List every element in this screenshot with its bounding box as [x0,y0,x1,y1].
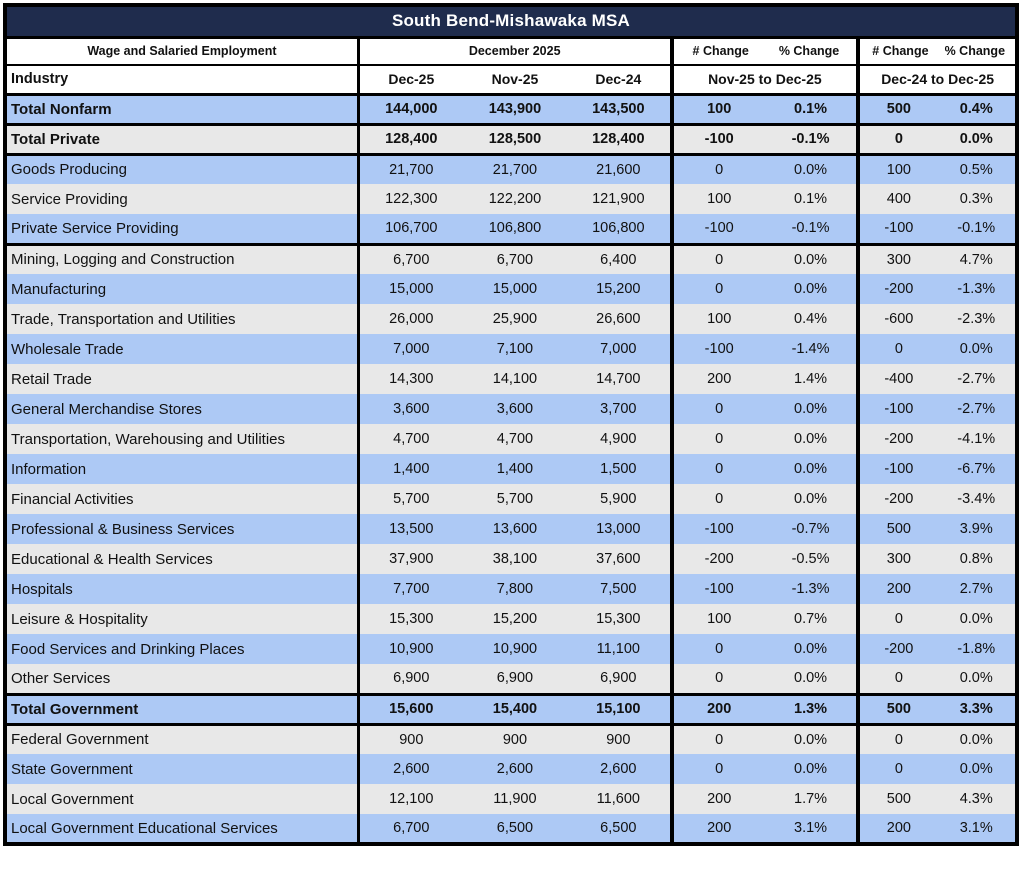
mom-pct-change-cell: 0.0% [765,634,858,664]
mom-num-change-cell: 0 [672,454,765,484]
yoy-num-change-cell: 500 [858,514,937,544]
dec25-value-cell: 144,000 [358,94,462,124]
yoy-num-change-cell: 300 [858,244,937,274]
industry-cell: Manufacturing [5,274,358,304]
nov25-value-cell: 15,200 [463,604,567,634]
industry-cell: Other Services [5,664,358,694]
mom-num-change-cell: 100 [672,94,765,124]
dec24-value-cell: 121,900 [567,184,671,214]
mom-pct-change-cell: 0.0% [765,454,858,484]
yoy-pct-change-cell: -2.3% [938,304,1018,334]
dec24-value-cell: 128,400 [567,124,671,154]
column-header-mom-change-group [672,37,859,65]
yoy-pct-change-cell: -1.8% [938,634,1018,664]
table-row [5,694,1017,724]
table-row [5,304,1017,334]
yoy-pct-change-cell: 0.0% [938,664,1018,694]
nov25-value-cell: 6,900 [463,664,567,694]
yoy-pct-change-cell: 4.7% [938,244,1018,274]
industry-cell: Total Government [5,694,358,724]
yoy-num-change-cell: 0 [858,334,937,364]
yoy-pct-change-cell: -3.4% [938,484,1018,514]
mom-num-change-cell: 0 [672,154,765,184]
yoy-pct-change-cell: 0.0% [938,334,1018,364]
table-row [5,664,1017,694]
table-row [5,454,1017,484]
yoy-pct-change-cell: -0.1% [938,214,1018,244]
dec24-value-cell: 6,400 [567,244,671,274]
nov25-value-cell: 4,700 [463,424,567,454]
industry-cell: Transportation, Warehousing and Utilities [5,424,358,454]
yoy-pct-change-cell: 2.7% [938,574,1018,604]
title-row [5,5,1017,37]
table-body [5,94,1017,844]
dec25-value-cell: 122,300 [358,184,462,214]
mom-pct-change-cell: -1.3% [765,574,858,604]
yoy-num-change-cell: -100 [858,214,937,244]
mom-pct-change-cell: 1.3% [765,694,858,724]
mom-num-change-cell: 0 [672,274,765,304]
nov25-value-cell: 21,700 [463,154,567,184]
mom-num-change-cell: 0 [672,244,765,274]
mom-pct-change-cell: 0.0% [765,394,858,424]
column-header-mom-period: Nov-25 to Dec-25 [672,65,859,94]
dec24-value-cell: 11,100 [567,634,671,664]
dec24-value-cell: 14,700 [567,364,671,394]
employment-table [3,3,1019,846]
industry-cell: Local Government [5,784,358,814]
industry-cell: Information [5,454,358,484]
mom-pct-change-cell: 1.7% [765,784,858,814]
dec24-value-cell: 5,900 [567,484,671,514]
table-row [5,514,1017,544]
nov25-value-cell: 128,500 [463,124,567,154]
nov25-value-cell: 11,900 [463,784,567,814]
dec25-value-cell: 2,600 [358,754,462,784]
yoy-pct-change-cell: 0.4% [938,94,1018,124]
yoy-pct-change-cell: -2.7% [938,394,1018,424]
mom-pct-change-cell: 1.4% [765,364,858,394]
yoy-pct-change-cell: 0.0% [938,724,1018,754]
nov25-value-cell: 15,000 [463,274,567,304]
nov25-value-cell: 143,900 [463,94,567,124]
mom-pct-change-cell: 0.7% [765,604,858,634]
mom-num-change-cell: 0 [672,664,765,694]
yoy-num-change-cell: -100 [858,394,937,424]
yoy-num-change-cell: 0 [858,724,937,754]
table-row [5,424,1017,454]
table-row [5,754,1017,784]
dec25-value-cell: 3,600 [358,394,462,424]
dec24-value-cell: 4,900 [567,424,671,454]
table-row [5,724,1017,754]
industry-cell: Leisure & Hospitality [5,604,358,634]
nov25-value-cell: 1,400 [463,454,567,484]
industry-cell: Local Government Educational Services [5,814,358,844]
mom-num-change-cell: 0 [672,424,765,454]
mom-num-change-cell: 200 [672,784,765,814]
dec25-value-cell: 15,600 [358,694,462,724]
yoy-pct-change-cell: 3.3% [938,694,1018,724]
page-title: South Bend-Mishawaka MSA [5,5,1017,37]
table-row [5,784,1017,814]
table-row [5,274,1017,304]
yoy-pct-change-cell: -1.3% [938,274,1018,304]
dec25-value-cell: 15,000 [358,274,462,304]
industry-cell: Educational & Health Services [5,544,358,574]
dec24-value-cell: 21,600 [567,154,671,184]
industry-cell: Goods Producing [5,154,358,184]
mom-num-change-cell: 200 [672,694,765,724]
industry-cell: Total Private [5,124,358,154]
yoy-pct-change-cell: 0.0% [938,604,1018,634]
column-header-yoy-change-group [858,37,1017,65]
industry-cell: Total Nonfarm [5,94,358,124]
industry-cell: State Government [5,754,358,784]
mom-num-change-cell: 200 [672,364,765,394]
dec25-value-cell: 4,700 [358,424,462,454]
mom-num-change-cell: 100 [672,184,765,214]
yoy-pct-change-cell: -2.7% [938,364,1018,394]
dec25-value-cell: 13,500 [358,514,462,544]
column-header-yoy-pct-change: % Change [944,44,1006,59]
dec25-value-cell: 12,100 [358,784,462,814]
nov25-value-cell: 6,700 [463,244,567,274]
dec24-value-cell: 7,500 [567,574,671,604]
nov25-value-cell: 122,200 [463,184,567,214]
mom-pct-change-cell: -0.7% [765,514,858,544]
mom-num-change-cell: 0 [672,754,765,784]
table-row [5,364,1017,394]
dec25-value-cell: 6,700 [358,244,462,274]
table-row [5,544,1017,574]
industry-cell: Hospitals [5,574,358,604]
yoy-pct-change-cell: 4.3% [938,784,1018,814]
yoy-pct-change-cell: 0.3% [938,184,1018,214]
mom-num-change-cell: -100 [672,124,765,154]
mom-pct-change-cell: 0.0% [765,754,858,784]
mom-num-change-cell: 100 [672,604,765,634]
mom-num-change-cell: 200 [672,814,765,844]
dec25-value-cell: 21,700 [358,154,462,184]
nov25-value-cell: 106,800 [463,214,567,244]
table-row [5,124,1017,154]
yoy-pct-change-cell: -4.1% [938,424,1018,454]
industry-cell: Retail Trade [5,364,358,394]
column-header-period: December 2025 [358,37,671,65]
mom-pct-change-cell: -0.1% [765,214,858,244]
dec24-value-cell: 26,600 [567,304,671,334]
nov25-value-cell: 25,900 [463,304,567,334]
dec25-value-cell: 6,700 [358,814,462,844]
mom-num-change-cell: -200 [672,544,765,574]
dec25-value-cell: 37,900 [358,544,462,574]
industry-cell: Wholesale Trade [5,334,358,364]
dec25-value-cell: 1,400 [358,454,462,484]
table-row [5,814,1017,844]
industry-cell: Trade, Transportation and Utilities [5,304,358,334]
table-row [5,484,1017,514]
column-header-dec25: Dec-25 [358,65,462,94]
yoy-num-change-cell: 200 [858,574,937,604]
table-row [5,94,1017,124]
mom-pct-change-cell: 0.0% [765,244,858,274]
dec24-value-cell: 15,300 [567,604,671,634]
mom-num-change-cell: 0 [672,724,765,754]
dec24-value-cell: 1,500 [567,454,671,484]
dec25-value-cell: 900 [358,724,462,754]
industry-cell: Mining, Logging and Construction [5,244,358,274]
mom-pct-change-cell: 0.4% [765,304,858,334]
industry-cell: Food Services and Drinking Places [5,634,358,664]
mom-pct-change-cell: -0.5% [765,544,858,574]
industry-cell: Service Providing [5,184,358,214]
mom-pct-change-cell: 0.0% [765,154,858,184]
dec24-value-cell: 11,600 [567,784,671,814]
industry-cell: Private Service Providing [5,214,358,244]
nov25-value-cell: 2,600 [463,754,567,784]
nov25-value-cell: 7,800 [463,574,567,604]
dec24-value-cell: 15,100 [567,694,671,724]
nov25-value-cell: 7,100 [463,334,567,364]
mom-num-change-cell: 100 [672,304,765,334]
dec25-value-cell: 10,900 [358,634,462,664]
dec25-value-cell: 6,900 [358,664,462,694]
dec24-value-cell: 6,500 [567,814,671,844]
header-row-columns [5,65,1017,94]
yoy-num-change-cell: 300 [858,544,937,574]
yoy-num-change-cell: -200 [858,484,937,514]
mom-pct-change-cell: 0.0% [765,724,858,754]
yoy-num-change-cell: 500 [858,784,937,814]
mom-num-change-cell: -100 [672,574,765,604]
column-header-mom-num-change: # Change [692,44,749,59]
nov25-value-cell: 15,400 [463,694,567,724]
dec25-value-cell: 106,700 [358,214,462,244]
dec24-value-cell: 106,800 [567,214,671,244]
mom-pct-change-cell: 0.0% [765,274,858,304]
yoy-num-change-cell: -400 [858,364,937,394]
industry-cell: Financial Activities [5,484,358,514]
yoy-num-change-cell: -200 [858,424,937,454]
yoy-pct-change-cell: 0.0% [938,754,1018,784]
dec24-value-cell: 6,900 [567,664,671,694]
nov25-value-cell: 14,100 [463,364,567,394]
column-header-wage-salaried: Wage and Salaried Employment [5,37,358,65]
nov25-value-cell: 13,600 [463,514,567,544]
dec24-value-cell: 2,600 [567,754,671,784]
column-header-nov25: Nov-25 [463,65,567,94]
yoy-num-change-cell: -200 [858,634,937,664]
table-row [5,214,1017,244]
yoy-num-change-cell: 0 [858,124,937,154]
mom-pct-change-cell: -0.1% [765,124,858,154]
yoy-num-change-cell: -600 [858,304,937,334]
yoy-pct-change-cell: 0.5% [938,154,1018,184]
yoy-num-change-cell: 200 [858,814,937,844]
table-row [5,244,1017,274]
yoy-num-change-cell: 400 [858,184,937,214]
nov25-value-cell: 5,700 [463,484,567,514]
column-header-industry: Industry [5,65,358,94]
yoy-num-change-cell: 500 [858,94,937,124]
header-row-groups [5,37,1017,65]
yoy-num-change-cell: 100 [858,154,937,184]
yoy-num-change-cell: 0 [858,604,937,634]
dec24-value-cell: 3,700 [567,394,671,424]
mom-pct-change-cell: 0.0% [765,424,858,454]
table-row [5,184,1017,214]
mom-num-change-cell: -100 [672,334,765,364]
yoy-num-change-cell: 0 [858,664,937,694]
mom-pct-change-cell: 0.0% [765,484,858,514]
mom-pct-change-cell: 3.1% [765,814,858,844]
dec25-value-cell: 5,700 [358,484,462,514]
dec24-value-cell: 37,600 [567,544,671,574]
yoy-pct-change-cell: 0.8% [938,544,1018,574]
yoy-pct-change-cell: 3.1% [938,814,1018,844]
table-row [5,604,1017,634]
nov25-value-cell: 3,600 [463,394,567,424]
dec25-value-cell: 128,400 [358,124,462,154]
mom-pct-change-cell: -1.4% [765,334,858,364]
mom-num-change-cell: 0 [672,634,765,664]
mom-pct-change-cell: 0.0% [765,664,858,694]
table-row [5,574,1017,604]
dec25-value-cell: 7,000 [358,334,462,364]
mom-num-change-cell: -100 [672,214,765,244]
mom-pct-change-cell: 0.1% [765,184,858,214]
dec24-value-cell: 143,500 [567,94,671,124]
mom-num-change-cell: 0 [672,394,765,424]
yoy-num-change-cell: 500 [858,694,937,724]
nov25-value-cell: 10,900 [463,634,567,664]
mom-num-change-cell: 0 [672,484,765,514]
yoy-pct-change-cell: 0.0% [938,124,1018,154]
yoy-pct-change-cell: -6.7% [938,454,1018,484]
yoy-num-change-cell: -100 [858,454,937,484]
dec24-value-cell: 900 [567,724,671,754]
yoy-pct-change-cell: 3.9% [938,514,1018,544]
table-row [5,634,1017,664]
yoy-num-change-cell: -200 [858,274,937,304]
dec24-value-cell: 7,000 [567,334,671,364]
table-row [5,394,1017,424]
industry-cell: General Merchandise Stores [5,394,358,424]
column-header-dec24: Dec-24 [567,65,671,94]
table-row [5,334,1017,364]
table-row [5,154,1017,184]
dec24-value-cell: 15,200 [567,274,671,304]
mom-num-change-cell: -100 [672,514,765,544]
column-header-yoy-num-change: # Change [872,44,929,59]
nov25-value-cell: 900 [463,724,567,754]
dec25-value-cell: 14,300 [358,364,462,394]
industry-cell: Federal Government [5,724,358,754]
dec25-value-cell: 26,000 [358,304,462,334]
nov25-value-cell: 38,100 [463,544,567,574]
mom-pct-change-cell: 0.1% [765,94,858,124]
dec24-value-cell: 13,000 [567,514,671,544]
dec25-value-cell: 15,300 [358,604,462,634]
nov25-value-cell: 6,500 [463,814,567,844]
yoy-num-change-cell: 0 [858,754,937,784]
column-header-yoy-period: Dec-24 to Dec-25 [858,65,1017,94]
industry-cell: Professional & Business Services [5,514,358,544]
dec25-value-cell: 7,700 [358,574,462,604]
column-header-mom-pct-change: % Change [778,44,840,59]
